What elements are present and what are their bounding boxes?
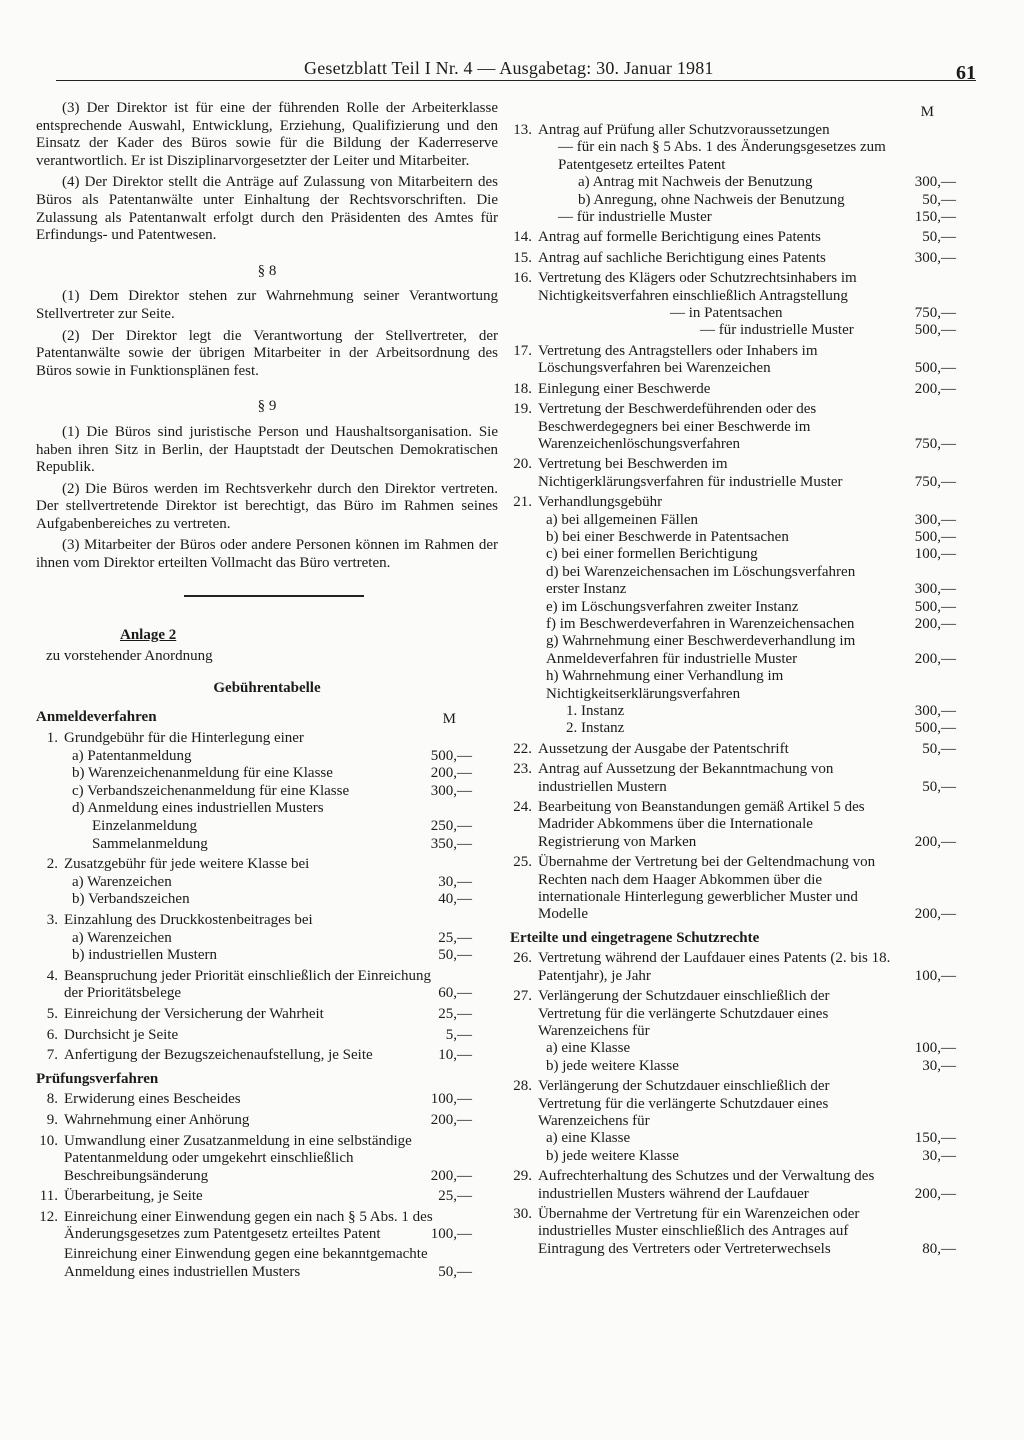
fee-subitem <box>92 818 498 836</box>
item-text: Antrag auf formelle Berichtigung eines Patents <box>538 229 821 246</box>
fee-amount: 750,— <box>914 473 956 490</box>
page-number: 61 <box>956 62 976 84</box>
fee-amount: 200,— <box>914 650 956 667</box>
subitem-text: h) Wahrnehmung einer Verhandlung im Nichtigkeitserklärungsverfahren <box>546 668 784 702</box>
fee-amount: 300,— <box>914 581 956 598</box>
fee-amount: 30,— <box>438 873 472 890</box>
fee-amount: 500,— <box>430 747 472 764</box>
fee-subitem <box>558 139 970 174</box>
fee-subitem <box>578 174 970 191</box>
fee-amount: 40,— <box>438 891 472 908</box>
annex-title: Anlage 2 <box>120 626 177 643</box>
paragraph: (2) Der Direktor legt die Verantwortung der Stellvertreter, der Patentanwälte sowie der übrigen Mitarbeiter in der Arbeitsordnung des Büros sowie in Funktionsplänen fest. <box>36 327 498 379</box>
fee-item <box>510 250 970 267</box>
subitem-text: c) Verbandszeichenanmeldung für eine Klasse <box>72 782 350 799</box>
item-text: Verlängerung der Schutzdauer einschließlich der Vertretung für die verlängerte Schutzdauer eines Warenzeichens für <box>538 988 830 1039</box>
fee-amount: 250,— <box>430 818 472 834</box>
subitem-text: a) eine Klasse <box>546 1130 631 1147</box>
fee-item <box>36 730 498 748</box>
fee-item <box>510 741 970 758</box>
fee-item <box>36 1091 498 1109</box>
item-number: 17. <box>513 342 532 359</box>
item-number: 20. <box>513 456 532 473</box>
subitem-text: b) Verbandszeichen <box>72 891 190 908</box>
item-number: 3. <box>46 911 58 928</box>
fee-subitem <box>92 836 498 854</box>
item-number: 29. <box>513 1168 532 1185</box>
item-text: Antrag auf sachliche Berichtigung eines Patents <box>538 249 826 266</box>
subitem-text: a) bei allgemeinen Fällen <box>546 511 699 528</box>
item-text: Durchsicht je Seite <box>64 1026 179 1043</box>
fee-amount: 500,— <box>914 528 956 545</box>
subitem-text: c) bei einer formellen Berichtigung <box>546 546 758 563</box>
currency-unit: M <box>442 711 456 728</box>
fee-group-heading <box>36 1071 498 1089</box>
fee-subitem <box>72 748 498 766</box>
subitem-text: 2. Instanz <box>566 720 625 737</box>
subitem-text: a) Antrag mit Nachweis der Benutzung <box>578 174 813 191</box>
subitem-text: — für industrielle Muster <box>558 209 712 226</box>
fee-item <box>510 1206 970 1258</box>
header-rule <box>56 80 976 81</box>
item-text: Beanspruchung jeder Priorität einschließlich der Einreichung der Prioritätsbelege <box>64 967 431 1002</box>
fee-amount: 200,— <box>430 1167 472 1184</box>
item-text: Vertretung des Klägers oder Schutzrechtsinhabers im Nichtigkeitsverfahren einschließlich Antragstellung <box>538 270 857 304</box>
fee-amount: 50,— <box>438 947 472 964</box>
fee-amount: 5,— <box>445 1026 472 1043</box>
fee-item <box>36 1209 498 1244</box>
item-text: Vertretung der Beschwerdeführenden oder des Beschwerdegegners bei einer Beschwerde im Warenzeichenlöschungsverfahren <box>538 401 817 452</box>
fee-item <box>36 968 498 1003</box>
item-number: 14. <box>513 229 532 246</box>
item-number: 30. <box>513 1205 532 1222</box>
fee-group-heading <box>510 930 970 947</box>
subitem-text: b) jede weitere Klasse <box>546 1147 679 1164</box>
subitem-text: — in Patentsachen <box>670 305 783 322</box>
item-text: Antrag auf Prüfung aller Schutzvoraussetzungen <box>538 122 830 138</box>
fee-subitem <box>546 1058 970 1075</box>
fee-item <box>36 912 498 930</box>
section-divider <box>184 595 364 597</box>
fee-amount: 200,— <box>914 906 956 923</box>
fee-amount: 150,— <box>914 209 956 226</box>
fee-subitem <box>546 633 970 668</box>
fee-subitem <box>566 720 970 737</box>
fee-amount: 300,— <box>430 782 472 799</box>
item-number: 11. <box>39 1188 58 1205</box>
currency-unit: M <box>920 104 934 120</box>
fee-amount: 200,— <box>430 1111 472 1128</box>
item-text: Einreichung einer Einwendung gegen ein nach § 5 Abs. 1 des Änderungsgesetzes zum Patentgesetz erteiltes Patent <box>64 1208 433 1243</box>
group-title: Erteilte und eingetragene Schutzrechte <box>510 929 760 946</box>
fee-amount: 200,— <box>914 1185 956 1202</box>
fee-amount: 10,— <box>438 1047 472 1064</box>
item-number: 5. <box>46 1005 58 1022</box>
fee-item <box>510 270 970 305</box>
item-number: 16. <box>513 270 532 287</box>
subitem-text: a) eine Klasse <box>546 1040 631 1057</box>
fee-amount: 25,— <box>438 1005 472 1022</box>
fee-subitem <box>546 1130 970 1147</box>
fee-amount: 300,— <box>914 703 956 719</box>
item-text: Verhandlungsgebühr <box>538 494 663 511</box>
fee-amount: 100,— <box>430 1226 472 1243</box>
header-title: Gesetzblatt Teil I Nr. 4 — Ausgabetag: 30. Januar 1981 <box>304 58 714 78</box>
fee-subitem <box>700 322 970 339</box>
item-number: 15. <box>513 249 532 266</box>
fee-subitem <box>578 192 970 209</box>
paragraph: (3) Mitarbeiter der Büros oder andere Personen können im Rahmen der ihnen vom Direktor erteilten Vollmacht das Büro vertreten. <box>36 537 498 572</box>
item-text: Übernahme der Vertretung bei der Geltendmachung von Rechten nach dem Haager Abkommen über die internationale Hinterlegung gewerblicher Muster und Modelle <box>538 854 876 923</box>
fee-item <box>510 988 970 1040</box>
subitem-text: f) im Beschwerdeverfahren in Warenzeichensachen <box>546 615 855 632</box>
item-number: 23. <box>513 761 532 778</box>
subitem-text: d) bei Warenzeichensachen im Löschungsverfahren erster Instanz <box>546 563 856 598</box>
group-title: Prüfungsverfahren <box>36 1070 159 1087</box>
fee-subitem <box>64 1246 498 1281</box>
fee-item <box>510 401 970 453</box>
item-number: 7. <box>46 1047 58 1064</box>
fee-subitem <box>546 616 970 633</box>
subitem-text: a) Patentanmeldung <box>72 747 192 764</box>
item-number: 26. <box>513 950 532 967</box>
subitem-text: b) bei einer Beschwerde in Patentsachen <box>546 528 789 545</box>
paragraph: (2) Die Büros werden im Rechtsverkehr durch den Direktor vertreten. Der stellvertretende Direktor ist berechtigt, das Büro im Rahmen seines Aufgabenbereiches zu vertreten. <box>36 480 498 532</box>
item-text: Aussetzung der Ausgabe der Patentschrift <box>538 740 789 757</box>
fee-item <box>510 456 970 491</box>
fee-subitem <box>546 1148 970 1165</box>
item-number: 9. <box>46 1111 58 1128</box>
fee-item <box>510 494 970 511</box>
subitem-text: — für industrielle Muster <box>700 322 854 339</box>
subitem-text: — für ein nach § 5 Abs. 1 des Änderungsgesetzes zum Patentgesetz erteiltes Patent <box>558 139 886 173</box>
fee-table-title: Gebührentabelle <box>213 679 321 696</box>
right-column <box>510 104 970 1258</box>
fee-amount: 200,— <box>914 833 956 850</box>
fee-item <box>510 122 970 139</box>
item-number: 19. <box>513 401 532 418</box>
annex-subtitle: zu vorstehender Anordnung <box>46 648 213 665</box>
fee-item <box>510 761 970 796</box>
fee-amount: 50,— <box>922 740 956 757</box>
item-text: Wahrnehmung einer Anhörung <box>64 1111 250 1128</box>
paragraph: (1) Dem Direktor stehen zur Wahrnehmung seiner Verantwortung Stellvertreter zur Seite. <box>36 288 498 322</box>
item-number: 8. <box>46 1091 58 1108</box>
subitem-text: Einreichung einer Einwendung gegen eine bekanntgemachte Anmeldung eines industriellen Musters <box>64 1246 428 1280</box>
item-text: Einzahlung des Druckkostenbeitrages bei <box>64 911 313 928</box>
item-number: 4. <box>46 967 58 984</box>
fee-subitem <box>72 930 498 948</box>
item-text: Vertretung des Antragstellers oder Inhabers im Löschungsverfahren bei Warenzeichen <box>538 342 818 377</box>
subitem-text: b) Anregung, ohne Nachweis der Benutzung <box>578 191 845 208</box>
fee-subitem <box>72 800 498 818</box>
fee-subitem <box>546 564 970 599</box>
fee-amount: 350,— <box>430 835 472 852</box>
item-text: Antrag auf Aussetzung der Bekanntmachung von industriellen Mustern <box>538 761 834 795</box>
paragraph: (4) Der Direktor stellt die Anträge auf Zulassung von Mitarbeitern des Büros als Patentanwälte unter Einhaltung der Rechtsvorschriften. Die Zulassung als Patentanwalt erfolgt durch den Präsidenten des Amtes für Erfindungs- und Patentwesen. <box>36 174 498 244</box>
group-title: Anmeldeverfahren <box>36 709 157 726</box>
fee-amount: 500,— <box>914 360 956 377</box>
item-text: Vertretung bei Beschwerden im Nichtigerklärungsverfahren für industrielle Muster <box>538 456 843 490</box>
fee-amount: 25,— <box>438 929 472 946</box>
fee-subitem <box>546 599 970 616</box>
fee-item <box>510 229 970 246</box>
fee-item <box>510 343 970 378</box>
fee-amount: 200,— <box>914 380 956 397</box>
fee-group-heading <box>36 709 498 727</box>
paragraph: (3) Der Direktor ist für eine der führenden Rolle der Arbeiterklasse entsprechende Auswahl, Entwicklung, Erziehung, Qualifizierung und den Einsatz der Kader des Büros sowie für die Bildung der Kaderreserve verantwortlich. Er ist Disziplinarvorgesetzter der Leiter und Mitarbeiter. <box>36 100 498 169</box>
fee-subitem <box>72 874 498 892</box>
fee-amount: 50,— <box>922 778 956 795</box>
item-text: Einlegung einer Beschwerde <box>538 380 711 397</box>
fee-amount: 500,— <box>914 720 956 737</box>
fee-amount: 750,— <box>914 435 956 452</box>
fee-subitem <box>72 765 498 783</box>
fee-item <box>510 799 970 851</box>
item-text: Umwandlung einer Zusatzanmeldung in eine selbständige Patentanmeldung oder umgekehrt einschließlich Beschreibungsänderung <box>64 1132 412 1184</box>
fee-amount: 200,— <box>914 615 956 632</box>
item-text: Anfertigung der Bezugszeichenaufstellung, je Seite <box>64 1047 373 1064</box>
subitem-text: 1. Instanz <box>566 703 625 719</box>
fee-amount: 300,— <box>914 249 956 266</box>
fee-amount: 100,— <box>914 1040 956 1057</box>
item-text: Grundgebühr für die Hinterlegung einer <box>64 730 304 747</box>
fee-item <box>36 1133 498 1186</box>
subitem-text: g) Wahrnehmung einer Beschwerdeverhandlung im Anmeldeverfahren für industrielle Muster <box>546 633 856 667</box>
subitem-text: b) jede weitere Klasse <box>546 1057 679 1074</box>
item-text: Aufrechterhaltung des Schutzes und der Verwaltung des industriellen Musters während der Laufdauer <box>538 1168 875 1202</box>
fee-subitem <box>546 668 970 703</box>
item-number: 22. <box>513 740 532 757</box>
item-text: Übernahme der Vertretung für ein Warenzeichen oder industrielles Muster einschließlich des Antrages auf Eintragung des Vertreters oder Vertreterwechsels <box>538 1205 860 1257</box>
fee-amount: 300,— <box>914 511 956 528</box>
fee-item <box>36 856 498 874</box>
item-number: 13. <box>513 122 532 138</box>
paragraph: (1) Die Büros sind juristische Person und Haushaltsorganisation. Sie haben ihren Sitz in Berlin, der Hauptstadt der Deutschen Demokratischen Republik. <box>36 423 498 476</box>
subitem-text: b) Warenzeichenanmeldung für eine Klasse <box>72 765 333 782</box>
subitem-text: d) Anmeldung eines industriellen Musters <box>72 800 324 817</box>
item-number: 10. <box>39 1132 58 1149</box>
fee-item <box>36 1047 498 1065</box>
fee-amount: 100,— <box>914 546 956 563</box>
fee-amount: 100,— <box>914 967 956 984</box>
fee-amount: 25,— <box>438 1188 472 1205</box>
item-text: Verlängerung der Schutzdauer einschließlich der Vertretung für die verlängerte Schutzdauer eines Warenzeichens für <box>538 1078 830 1129</box>
item-text: Bearbeitung von Beanstandungen gemäß Artikel 5 des Madrider Abkommens über die Internationale Registrierung von Marken <box>538 799 865 850</box>
fee-amount: 500,— <box>914 598 956 615</box>
fee-item <box>510 1168 970 1203</box>
fee-amount: 750,— <box>914 305 956 322</box>
fee-item <box>36 1188 498 1206</box>
fee-amount: 500,— <box>914 322 956 339</box>
fee-subitem <box>546 512 970 529</box>
fee-subitem <box>546 1040 970 1057</box>
item-number: 1. <box>46 730 58 747</box>
item-text: Vertretung während der Laufdauer eines Patents (2. bis 18. Patentjahr), je Jahr <box>538 950 891 984</box>
item-text: Einreichung der Versicherung der Wahrheit <box>64 1005 324 1022</box>
fee-amount: 100,— <box>430 1091 472 1108</box>
fee-amount: 50,— <box>438 1263 472 1280</box>
fee-subitem <box>546 546 970 563</box>
fee-item <box>510 854 970 924</box>
fee-amount: 50,— <box>922 191 956 208</box>
item-number: 25. <box>513 854 532 871</box>
item-text: Überarbeitung, je Seite <box>64 1188 203 1205</box>
fee-item <box>510 381 970 398</box>
fee-amount: 60,— <box>438 985 472 1002</box>
fee-subitem <box>72 947 498 965</box>
fee-item <box>36 1112 498 1130</box>
subitem-text: b) industriellen Mustern <box>72 947 217 964</box>
section-heading: § 9 <box>257 398 277 415</box>
fee-subitem <box>670 305 970 322</box>
subitem-text: a) Warenzeichen <box>72 929 172 946</box>
fee-amount: 300,— <box>914 174 956 191</box>
fee-item <box>510 1078 970 1130</box>
fee-subitem <box>546 529 970 546</box>
left-column <box>36 100 498 1281</box>
fee-item <box>36 1027 498 1045</box>
item-text: Erwiderung eines Bescheides <box>64 1091 241 1108</box>
fee-amount: 80,— <box>922 1240 956 1257</box>
fee-amount: 30,— <box>922 1057 956 1074</box>
fee-item <box>36 1006 498 1024</box>
item-number: 21. <box>513 494 532 511</box>
fee-subitem <box>558 209 970 226</box>
fee-amount: 200,— <box>430 765 472 782</box>
subitem-text: Einzelanmeldung <box>92 818 197 834</box>
fee-item <box>510 950 970 985</box>
item-number: 18. <box>513 380 532 397</box>
fee-amount: 30,— <box>922 1147 956 1164</box>
page-header <box>56 58 976 84</box>
fee-amount: 50,— <box>922 229 956 246</box>
fee-amount: 150,— <box>914 1130 956 1147</box>
item-number: 2. <box>46 856 58 873</box>
subitem-text: Sammelanmeldung <box>92 835 208 852</box>
item-number: 27. <box>513 988 532 1005</box>
item-number: 24. <box>513 799 532 816</box>
section-heading: § 8 <box>257 262 277 279</box>
fee-subitem <box>72 783 498 801</box>
item-number: 6. <box>46 1026 58 1043</box>
fee-subitem <box>72 891 498 909</box>
subitem-text: e) im Löschungsverfahren zweiter Instanz <box>546 598 799 615</box>
item-number: 28. <box>513 1078 532 1095</box>
item-number: 12. <box>39 1208 58 1225</box>
item-text: Zusatzgebühr für jede weitere Klasse bei <box>64 856 310 873</box>
subitem-text: a) Warenzeichen <box>72 873 172 890</box>
fee-subitem <box>566 703 970 720</box>
